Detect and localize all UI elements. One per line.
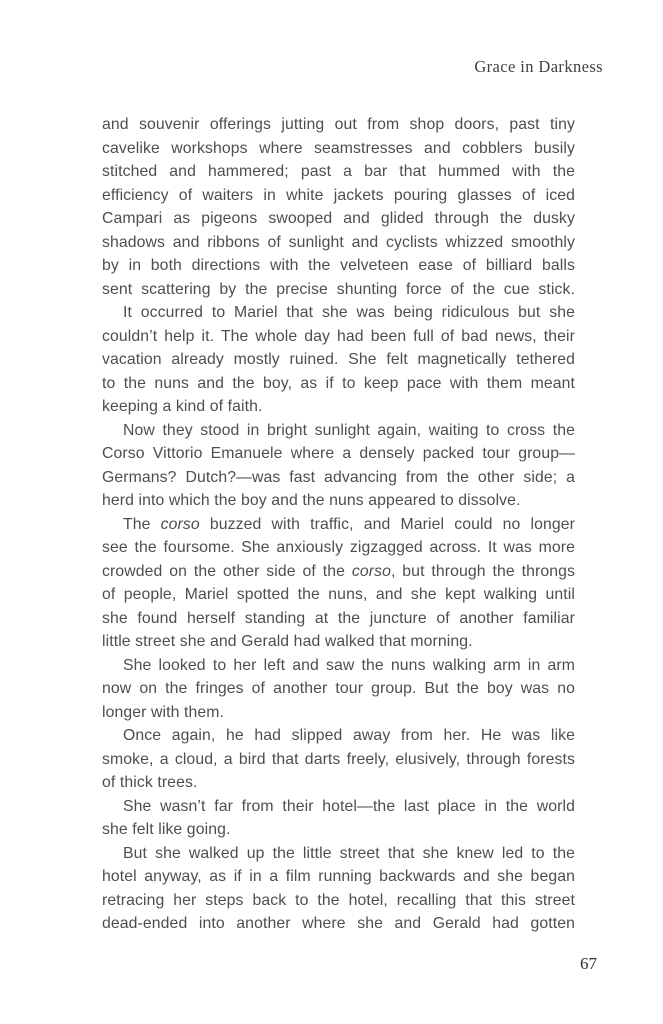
text-segment: by in both directions with the velveteen ease of billiard balls <box>102 257 575 274</box>
text-line <box>102 677 575 701</box>
text-segment: Corso Vittorio Emanuele where a densely packed tour group— <box>102 445 575 462</box>
text-line <box>102 489 575 513</box>
paragraph <box>102 301 575 419</box>
text-segment: couldn’t help it. The whole day had been full of bad news, their <box>102 327 575 345</box>
text-line <box>102 113 575 137</box>
text-line <box>102 325 575 349</box>
text-segment: keeping a kind of faith. <box>102 398 263 415</box>
text-segment: Once again, he had slipped away from her. He was like <box>123 727 575 744</box>
text-line <box>102 912 575 936</box>
paragraph <box>102 654 575 725</box>
text-segment: sent scattering by the precise shunting force of the cue stick. <box>102 280 575 298</box>
text-line <box>102 724 575 748</box>
text-segment: It occurred to Mariel that she was being ridiculous but she <box>123 304 575 321</box>
text-segment: But she walked up the little street that she knew led to the <box>123 844 575 862</box>
text-line <box>102 513 575 537</box>
text-segment: to the nuns and the boy, as if to keep pace with them meant <box>102 374 575 392</box>
text-segment: shadows and ribbons of sunlight and cyclists whizzed smoothly <box>102 233 575 251</box>
text-line <box>102 301 575 325</box>
running-header: Grace in Darkness <box>474 57 603 76</box>
paragraph <box>102 513 575 654</box>
text-line <box>102 254 575 278</box>
text-segment: she found herself standing at the juncture of another familiar <box>102 609 575 627</box>
text-line <box>102 607 575 631</box>
text-line <box>102 442 575 466</box>
text-segment: smoke, a cloud, a bird that darts freely, elusively, through forests <box>102 750 575 768</box>
paragraph <box>102 113 575 301</box>
text-segment: She wasn’t far from their hotel—the last place in the world <box>123 797 575 815</box>
text-segment: cavelike workshops where seamstresses and cobblers busily <box>102 139 575 157</box>
text-segment: The <box>123 515 161 533</box>
text-line <box>102 818 575 842</box>
paragraph <box>102 724 575 795</box>
paragraph <box>102 419 575 513</box>
text-segment: hotel anyway, as if in a film running backwards and she began <box>102 868 575 885</box>
text-line <box>102 372 575 396</box>
text-segment: Campari as pigeons swooped and glided through the dusky <box>102 210 575 227</box>
text-segment: vacation already mostly ruined. She felt magnetically tethered <box>102 351 575 368</box>
text-line <box>102 795 575 819</box>
text-line <box>102 889 575 913</box>
paragraph <box>102 842 575 936</box>
text-segment: Germans? Dutch?—was fast advancing from the other side; a <box>102 468 575 486</box>
text-line <box>102 137 575 161</box>
body-text <box>102 113 575 936</box>
text-line <box>102 231 575 255</box>
text-segment: , but through the throngs <box>390 562 575 580</box>
text-segment: efficiency of waiters in white jackets pouring glasses of iced <box>102 186 575 204</box>
text-segment: retracing her steps back to the hotel, recalling that this street <box>102 891 575 909</box>
italic-text-segment: corso <box>351 562 391 580</box>
text-segment: and souvenir offerings jutting out from shop doors, past tiny <box>102 116 575 133</box>
text-line <box>102 184 575 208</box>
page-number: 67 <box>580 954 597 973</box>
text-segment: dead-ended into another where she and Gerald had gotten <box>102 915 575 932</box>
text-line <box>102 207 575 231</box>
paragraph <box>102 795 575 842</box>
text-line <box>102 536 575 560</box>
text-segment: buzzed with traffic, and Mariel could no longer <box>199 515 575 533</box>
text-segment: now on the fringes of another tour group. But the boy was no <box>102 680 575 697</box>
text-line <box>102 842 575 866</box>
text-segment: Now they stood in bright sunlight again, waiting to cross the <box>123 421 575 439</box>
text-line <box>102 160 575 184</box>
italic-text-segment: corso <box>160 515 200 533</box>
text-line <box>102 419 575 443</box>
text-line <box>102 701 575 725</box>
text-line <box>102 630 575 654</box>
text-line <box>102 560 575 584</box>
text-line <box>102 395 575 419</box>
text-line <box>102 865 575 889</box>
text-segment: of thick trees. <box>102 774 198 791</box>
text-line <box>102 466 575 490</box>
text-segment: crowded on the other side of the <box>102 562 352 580</box>
text-line <box>102 583 575 607</box>
text-segment: little street she and Gerald had walked that morning. <box>102 633 473 650</box>
text-line <box>102 771 575 795</box>
text-line <box>102 348 575 372</box>
text-segment: longer with them. <box>102 703 224 721</box>
text-segment: of people, Mariel spotted the nuns, and she kept walking until <box>102 586 575 603</box>
text-line <box>102 654 575 678</box>
text-line <box>102 278 575 302</box>
text-segment: She looked to her left and saw the nuns walking arm in arm <box>123 656 575 674</box>
text-segment: stitched and hammered; past a bar that hummed with the <box>102 163 575 180</box>
text-segment: see the foursome. She anxiously zigzagged across. It was more <box>102 539 575 556</box>
text-segment: she felt like going. <box>102 821 231 838</box>
text-line <box>102 748 575 772</box>
text-segment: herd into which the boy and the nuns appeared to dissolve. <box>102 492 521 509</box>
